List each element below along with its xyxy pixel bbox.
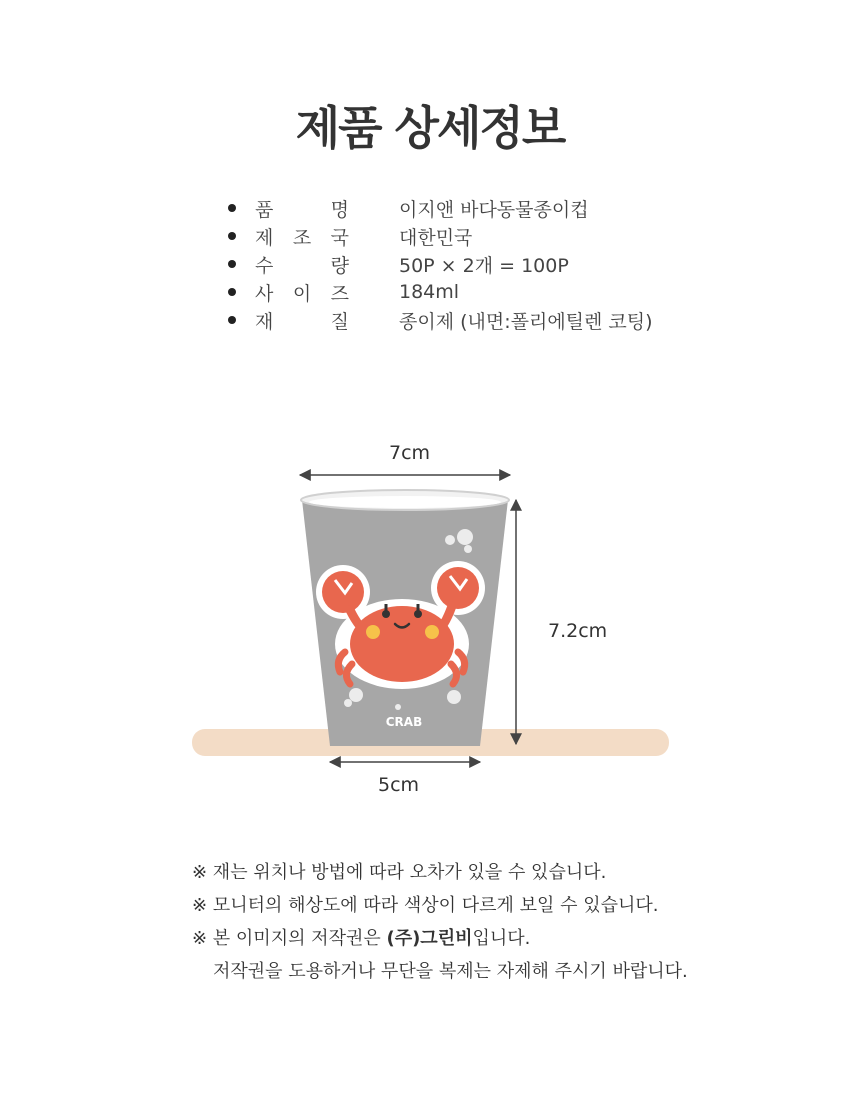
bullet-icon — [228, 204, 236, 212]
notice-line: ※ 모니터의 해상도에 따라 색상이 다르게 보일 수 있습니다. — [192, 895, 659, 916]
notice-line: 저작권을 도용하거나 무단을 복제는 자제해 주시기 바랍니다. — [213, 961, 688, 982]
bullet-icon — [228, 316, 236, 324]
notice-text: ※ 본 이미지의 저작권은 — [192, 928, 387, 949]
height-label: 7.2cm — [548, 620, 608, 642]
spec-value: 대한민국 — [399, 226, 473, 249]
cup-print-text: CRAB — [385, 715, 423, 729]
spec-list — [228, 194, 653, 334]
notice-line — [192, 922, 688, 955]
cup-dimension-figure — [0, 430, 860, 810]
spec-value: 이지앤 바다동물종이컵 — [399, 198, 589, 221]
bottom-width-label: 5cm — [378, 774, 420, 796]
bullet-icon — [228, 232, 236, 240]
spec-label: 품 명 — [255, 198, 349, 221]
company-name: (주)그린비 — [386, 928, 473, 949]
spec-row-size — [228, 278, 653, 306]
spec-row-material — [228, 306, 653, 334]
notice-line: ※ 재는 위치나 방법에 따라 오차가 있을 수 있습니다. — [192, 862, 607, 883]
spec-label: 제 조 국 — [255, 226, 349, 249]
spec-label: 사 이 즈 — [255, 282, 349, 305]
bullet-icon — [228, 260, 236, 268]
cup-illustration — [0, 430, 860, 810]
bullet-icon — [228, 288, 236, 296]
page-title: 제품 상세정보 — [295, 101, 565, 155]
spec-row-origin — [228, 222, 653, 250]
top-width-label: 7cm — [389, 442, 431, 464]
spec-label: 재 질 — [255, 310, 349, 333]
spec-row-name — [228, 194, 653, 222]
spec-value: 종이제 (내면:폴리에틸렌 코팅) — [399, 310, 653, 333]
spec-value: 50P × 2개 = 100P — [399, 254, 569, 277]
notice-block — [192, 856, 688, 988]
spec-value: 184ml — [399, 281, 460, 303]
spec-label: 수 량 — [255, 254, 349, 277]
notice-text: 입니다. — [472, 928, 531, 949]
spec-row-quantity — [228, 250, 653, 278]
